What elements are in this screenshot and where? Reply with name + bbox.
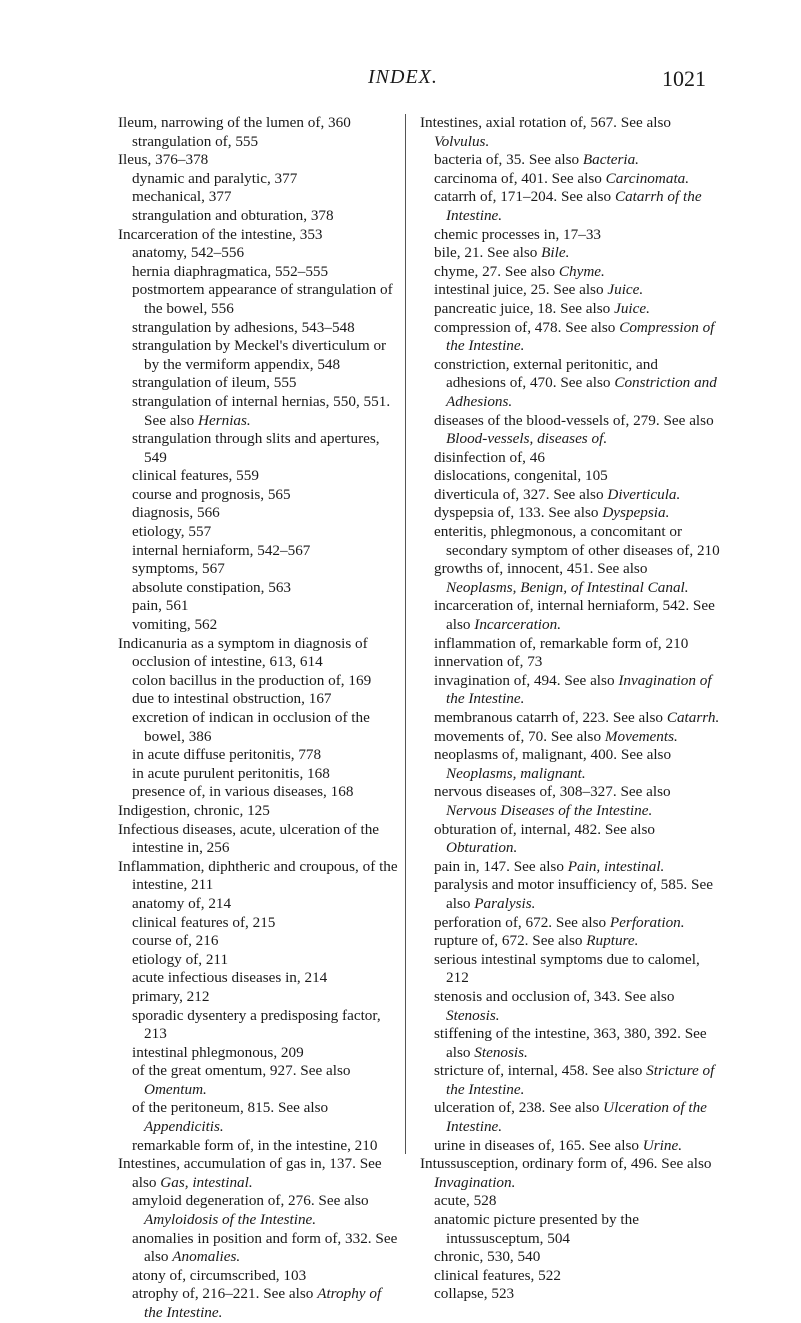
entry-text: pain, 561 xyxy=(132,597,189,615)
see-also: See also xyxy=(548,504,599,522)
index-entry xyxy=(118,821,398,858)
index-subentry xyxy=(118,672,398,691)
entry-text: dyspepsia of, 133. xyxy=(434,504,545,522)
see-also: See also xyxy=(300,1062,351,1080)
entry-text: bile, 21. xyxy=(434,244,484,262)
entry-text: enteritis, phlegmonous, a concomitant or secondary symptom of other diseases of, 210 xyxy=(434,523,720,559)
index-subentry xyxy=(118,430,398,467)
index-subentry xyxy=(118,486,398,505)
cross-reference: Urine. xyxy=(642,1136,683,1154)
see-also: See also xyxy=(620,783,671,801)
index-subentry xyxy=(420,1025,720,1062)
see-also: See also xyxy=(553,485,604,503)
index-subentry xyxy=(118,1192,398,1229)
page-header xyxy=(0,66,801,96)
entry-text: rupture of, 672. xyxy=(434,932,529,950)
index-subentry xyxy=(118,914,398,933)
index-subentry xyxy=(118,1267,398,1286)
see-also: See also xyxy=(513,857,564,875)
index-subentry xyxy=(420,914,720,933)
see-also: See also xyxy=(661,1155,712,1173)
entry-text: anatomic picture presented by the intussusceptum, 504 xyxy=(434,1211,639,1247)
index-subentry xyxy=(420,263,720,282)
see-also: See also xyxy=(549,1099,600,1117)
index-subentry xyxy=(118,1285,398,1322)
cross-reference: Neoplasms, malignant. xyxy=(446,764,586,782)
cross-reference: Stricture of the Intestine. xyxy=(446,1062,715,1098)
entry-text: in acute purulent peritonitis, 168 xyxy=(132,764,330,782)
entry-text: colon bacillus in the production of, 169 xyxy=(132,671,372,689)
cross-reference: Chyme. xyxy=(558,262,605,280)
entry-text: sporadic dysentery a predisposing factor, 213 xyxy=(132,1006,381,1043)
index-subentry xyxy=(118,951,398,970)
entry-text: constriction, external peritonitic, and adhesions of, 470. xyxy=(434,355,658,392)
entry-text: invagination of, 494. xyxy=(434,671,561,689)
entry-text: dislocations, congenital, 105 xyxy=(434,467,608,485)
entry-text: remarkable form of, in the intestine, 210 xyxy=(132,1136,378,1154)
entry-text: pancreatic juice, 18. xyxy=(434,299,557,317)
entry-text: acute infectious diseases in, 214 xyxy=(132,969,328,987)
cross-reference: Juice. xyxy=(607,281,644,299)
index-subentry xyxy=(420,151,720,170)
entry-text: disinfection of, 46 xyxy=(434,448,545,466)
entry-text: strangulation by adhesions, 543–548 xyxy=(132,318,355,336)
cross-reference: Rupture. xyxy=(586,932,639,950)
index-subentry xyxy=(420,170,720,189)
running-head: INDEX. xyxy=(368,66,438,88)
see-also: See also xyxy=(504,262,556,280)
index-subentry xyxy=(420,1211,720,1248)
entry-text: inflammation of, remarkable form of, 210 xyxy=(434,634,689,652)
cross-reference: Amyloidosis of the Intestine. xyxy=(144,1211,317,1229)
index-entry xyxy=(420,114,720,151)
index-entry xyxy=(118,858,398,895)
entry-text: pain in, 147. xyxy=(434,857,510,875)
see-also: See also xyxy=(532,932,583,950)
entry-text: primary, 212 xyxy=(132,987,210,1005)
entry-text: Intussusception, ordinary form of, 496. xyxy=(420,1155,658,1173)
entry-text: urine in diseases of, 165. xyxy=(434,1136,585,1154)
entry-text: course of, 216 xyxy=(132,932,219,950)
cross-reference: Catarrh of the Intestine. xyxy=(446,188,702,224)
cross-reference: Juice. xyxy=(614,299,650,317)
index-subentry xyxy=(118,1007,398,1044)
index-entry xyxy=(118,1155,398,1192)
see-also: See also xyxy=(144,1229,398,1266)
cross-reference: Invagination of the Intestine. xyxy=(446,671,712,708)
index-subentry xyxy=(118,616,398,635)
index-subentry xyxy=(420,1099,720,1136)
entry-text: Intestines, accumulation of gas in, 137. xyxy=(118,1155,356,1173)
entry-text: excretion of indican in occlusion of the bowel, 386 xyxy=(132,709,370,745)
entry-text: bacteria of, 35. xyxy=(434,151,526,169)
entry-text: Inflammation, diphtheric and croupous, of the intestine, 211 xyxy=(118,857,398,894)
entry-text: movements of, 70. xyxy=(434,727,548,745)
see-also: See also xyxy=(144,411,195,429)
entry-text: strangulation of, 555 xyxy=(132,132,259,150)
cross-reference: Bacteria. xyxy=(582,151,639,169)
index-subentry xyxy=(118,542,398,561)
entry-text: strangulation and obturation, 378 xyxy=(132,206,334,224)
cross-reference: Dyspepsia. xyxy=(602,504,670,522)
see-also: See also xyxy=(620,746,672,764)
see-also: See also xyxy=(560,374,611,392)
entry-text: paralysis and motor insufficiency of, 585. xyxy=(434,876,688,894)
see-also: See also xyxy=(446,597,715,634)
see-also: See also xyxy=(446,1025,707,1061)
index-subentry xyxy=(420,653,720,672)
see-also: See also xyxy=(551,169,602,187)
see-also: See also xyxy=(592,1062,643,1080)
index-subentry xyxy=(118,1099,398,1136)
entry-text: chronic, 530, 540 xyxy=(434,1248,541,1266)
index-subentry xyxy=(118,170,398,189)
index-subentry xyxy=(420,988,720,1025)
index-subentry xyxy=(118,690,398,709)
index-subentry xyxy=(420,412,720,449)
entry-text: Ileus, 376–378 xyxy=(118,151,209,169)
entry-text: Intestines, axial rotation of, 567. xyxy=(420,114,617,131)
see-also: See also xyxy=(620,114,671,131)
page-number: 1021 xyxy=(662,66,706,91)
entry-text: growths of, innocent, 451. xyxy=(434,560,594,578)
index-entry xyxy=(118,635,398,672)
index-subentry xyxy=(420,876,720,913)
cross-reference: Stenosis. xyxy=(474,1043,528,1061)
index-subentry xyxy=(420,951,720,988)
index-subentry xyxy=(420,672,720,709)
index-subentry xyxy=(420,244,720,263)
index-subentry xyxy=(420,635,720,654)
entry-text: Indigestion, chronic, 125 xyxy=(118,801,270,819)
entry-text: chemic processes in, 17–33 xyxy=(434,225,602,243)
cross-reference: Ulceration of the Intestine. xyxy=(446,1099,707,1136)
index-subentry xyxy=(118,1230,398,1267)
cross-reference: Catarrh. xyxy=(666,709,720,726)
cross-reference: Carcinomata. xyxy=(605,169,690,187)
entry-text: innervation of, 73 xyxy=(434,653,543,671)
cross-reference: Diverticula. xyxy=(607,485,681,503)
index-subentry xyxy=(118,133,398,152)
index-subentry xyxy=(420,709,720,728)
entry-text: presence of, in various diseases, 168 xyxy=(132,783,354,801)
entry-text: of the great omentum, 927. xyxy=(132,1062,297,1080)
cross-reference: Anomalies. xyxy=(172,1248,241,1266)
index-subentry xyxy=(118,188,398,207)
entry-text: postmortem appearance of strangulation of the bowel, 556 xyxy=(132,281,393,317)
index-subentry xyxy=(420,467,720,486)
entry-text: neoplasms of, malignant, 400. xyxy=(434,746,618,764)
index-entry xyxy=(420,1155,720,1192)
index-subentry xyxy=(420,728,720,747)
index-subentry xyxy=(118,765,398,784)
index-subentry xyxy=(420,1192,720,1211)
entry-text: carcinoma of, 401. xyxy=(434,169,548,187)
index-entry xyxy=(118,802,398,821)
index-subentry xyxy=(118,783,398,802)
index-subentry xyxy=(118,746,398,765)
cross-reference: Movements. xyxy=(604,727,678,745)
entry-text: hernia diaphragmatica, 552–555 xyxy=(132,262,329,280)
index-subentry xyxy=(420,1248,720,1267)
see-also: See also xyxy=(318,1192,369,1210)
see-also: See also xyxy=(132,1155,382,1191)
see-also: See also xyxy=(588,1136,639,1154)
index-column-left xyxy=(118,114,398,1323)
see-also: See also xyxy=(597,560,648,578)
cross-reference: Compression of the Intestine. xyxy=(446,318,715,355)
index-column-right xyxy=(420,114,720,1304)
entry-text: stenosis and occlusion of, 343. xyxy=(434,987,621,1005)
cross-reference: Atrophy of the Intestine. xyxy=(144,1285,382,1321)
entry-text: intestinal juice, 25. xyxy=(434,281,550,299)
index-subentry xyxy=(420,1062,720,1099)
index-subentry xyxy=(118,932,398,951)
entry-text: perforation of, 672. xyxy=(434,913,553,931)
index-subentry xyxy=(118,281,398,318)
entry-text: serious intestinal symptoms due to calomel, 212 xyxy=(434,950,700,987)
cross-reference: Hernias. xyxy=(198,411,251,429)
entry-text: internal herniaform, 542–567 xyxy=(132,541,311,559)
cross-reference: Gas, intestinal. xyxy=(160,1173,253,1191)
entry-text: Ileum, narrowing of the lumen of, 360 xyxy=(118,114,351,131)
cross-reference: Constriction and Adhesions. xyxy=(446,374,717,410)
entry-text: incarceration of, internal herniaform, 542. xyxy=(434,597,690,615)
see-also: See also xyxy=(564,671,615,689)
entry-text: course and prognosis, 565 xyxy=(132,485,291,503)
index-subentry xyxy=(118,374,398,393)
index-subentry xyxy=(420,356,720,412)
index-subentry xyxy=(420,486,720,505)
index-subentry xyxy=(118,597,398,616)
cross-reference: Invagination. xyxy=(434,1173,516,1191)
entry-text: strangulation by Meckel's diverticulum or by the vermiform appendix, 548 xyxy=(132,337,387,373)
index-subentry xyxy=(118,560,398,579)
see-also: See also xyxy=(612,709,664,726)
index-subentry xyxy=(118,263,398,282)
see-also: See also xyxy=(277,1099,329,1117)
entry-text: amyloid degeneration of, 276. xyxy=(132,1192,315,1210)
see-also: See also xyxy=(550,727,602,745)
index-subentry xyxy=(420,188,720,225)
see-also: See also xyxy=(624,987,675,1005)
see-also: See also xyxy=(446,876,713,912)
index-subentry xyxy=(420,932,720,951)
entry-text: atrophy of, 216–221. xyxy=(132,1285,260,1303)
entry-text: etiology of, 211 xyxy=(132,950,229,968)
cross-reference: Stenosis. xyxy=(446,1006,500,1024)
index-subentry xyxy=(420,1267,720,1286)
entry-text: anatomy of, 214 xyxy=(132,894,232,912)
index-subentry xyxy=(118,895,398,914)
entry-text: clinical features, 522 xyxy=(434,1266,561,1284)
index-entry xyxy=(118,226,398,245)
index-subentry xyxy=(420,858,720,877)
entry-text: Infectious diseases, acute, ulceration of the intestine in, 256 xyxy=(118,820,380,857)
index-subentry xyxy=(118,244,398,263)
cross-reference: Paralysis. xyxy=(474,894,536,912)
entry-text: diseases of the blood-vessels of, 279. xyxy=(434,411,660,429)
index-subentry xyxy=(118,319,398,338)
entry-text: clinical features, 559 xyxy=(132,467,259,485)
cross-reference: Pain, intestinal. xyxy=(567,857,665,875)
see-also: See also xyxy=(555,913,607,931)
entry-text: absolute constipation, 563 xyxy=(132,578,292,596)
index-subentry xyxy=(118,1062,398,1099)
index-subentry xyxy=(420,560,720,597)
entry-text: intestinal phlegmonous, 209 xyxy=(132,1043,304,1061)
entry-text: obturation of, internal, 482. xyxy=(434,820,602,838)
index-subentry xyxy=(420,300,720,319)
index-entry xyxy=(118,114,398,133)
index-subentry xyxy=(420,821,720,858)
cross-reference: Bile. xyxy=(541,244,570,262)
cross-reference: Blood-vessels, diseases of. xyxy=(446,430,608,448)
see-also: See also xyxy=(604,820,656,838)
entry-text: collapse, 523 xyxy=(434,1285,515,1303)
cross-reference: Omentum. xyxy=(144,1080,207,1098)
entry-text: clinical features of, 215 xyxy=(132,913,276,931)
index-subentry xyxy=(118,988,398,1007)
index-subentry xyxy=(420,319,720,356)
entry-text: chyme, 27. xyxy=(434,262,502,280)
cross-reference: Incarceration. xyxy=(474,616,562,634)
cross-reference: Appendicitis. xyxy=(144,1118,224,1136)
index-subentry xyxy=(118,579,398,598)
entry-text: ulceration of, 238. xyxy=(434,1099,546,1117)
index-subentry xyxy=(118,207,398,226)
entry-text: nervous diseases of, 308–327. xyxy=(434,783,617,801)
entry-text: Indicanuria as a symptom in diagnosis of occlusion of intestine, 613, 614 xyxy=(118,634,368,671)
index-subentry xyxy=(118,709,398,746)
index-subentry xyxy=(118,393,398,430)
see-also: See also xyxy=(263,1285,314,1303)
entry-text: catarrh of, 171–204. xyxy=(434,188,558,206)
index-subentry xyxy=(118,467,398,486)
cross-reference: Obturation. xyxy=(446,839,518,857)
index-subentry xyxy=(420,783,720,820)
index-subentry xyxy=(420,504,720,523)
index-subentry xyxy=(118,337,398,374)
entry-text: strangulation of ileum, 555 xyxy=(132,374,297,392)
see-also: See also xyxy=(487,244,538,262)
entry-text: diagnosis, 566 xyxy=(132,504,220,522)
entry-text: anomalies in position and form of, 332. xyxy=(132,1229,372,1247)
cross-reference: Perforation. xyxy=(609,913,685,931)
entry-text: diverticula of, 327. xyxy=(434,485,550,503)
see-also: See also xyxy=(560,188,612,206)
index-subentry xyxy=(420,1285,720,1304)
entry-text: stiffening of the intestine, 363, 380, 392. xyxy=(434,1025,681,1043)
see-also: See also xyxy=(663,411,714,429)
index-subentry xyxy=(420,281,720,300)
index-subentry xyxy=(420,746,720,783)
index-subentry xyxy=(420,1137,720,1156)
entry-text: of the peritoneum, 815. xyxy=(132,1099,275,1117)
entry-text: due to intestinal obstruction, 167 xyxy=(132,690,332,708)
index-entry xyxy=(118,151,398,170)
entry-text: atony of, circumscribed, 103 xyxy=(132,1266,307,1284)
entry-text: membranous catarrh of, 223. xyxy=(434,709,610,726)
entry-text: compression of, 478. xyxy=(434,318,562,336)
see-also: See also xyxy=(553,281,604,299)
entry-text: etiology, 557 xyxy=(132,523,212,541)
index-subentry xyxy=(118,969,398,988)
entry-text: vomiting, 562 xyxy=(132,616,218,634)
entry-text: symptoms, 567 xyxy=(132,560,225,578)
index-subentry xyxy=(420,449,720,468)
entry-text: acute, 528 xyxy=(434,1192,497,1210)
index-subentry xyxy=(118,1044,398,1063)
column-divider xyxy=(405,114,406,1154)
index-subentry xyxy=(420,597,720,634)
entry-text: mechanical, 377 xyxy=(132,188,232,206)
entry-text: stricture of, internal, 458. xyxy=(434,1062,589,1080)
entry-text: strangulation of internal hernias, 550, 551. xyxy=(132,392,391,410)
entry-text: strangulation through slits and apertures, 549 xyxy=(132,430,380,466)
index-subentry xyxy=(420,226,720,245)
index-subentry xyxy=(118,1137,398,1156)
entry-text: Incarceration of the intestine, 353 xyxy=(118,225,323,243)
cross-reference: Neoplasms, Benign, of Intestinal Canal. xyxy=(446,578,689,596)
cross-reference: Nervous Diseases of the Intestine. xyxy=(446,801,653,819)
index-subentry xyxy=(118,523,398,542)
see-also: See also xyxy=(560,299,611,317)
cross-reference: Volvulus. xyxy=(434,132,490,150)
index-subentry xyxy=(118,504,398,523)
entry-text: dynamic and paralytic, 377 xyxy=(132,169,298,187)
see-also: See also xyxy=(528,151,580,169)
see-also: See also xyxy=(565,318,616,336)
entry-text: in acute diffuse peritonitis, 778 xyxy=(132,746,322,764)
index-subentry xyxy=(420,523,720,560)
entry-text: anatomy, 542–556 xyxy=(132,244,245,262)
